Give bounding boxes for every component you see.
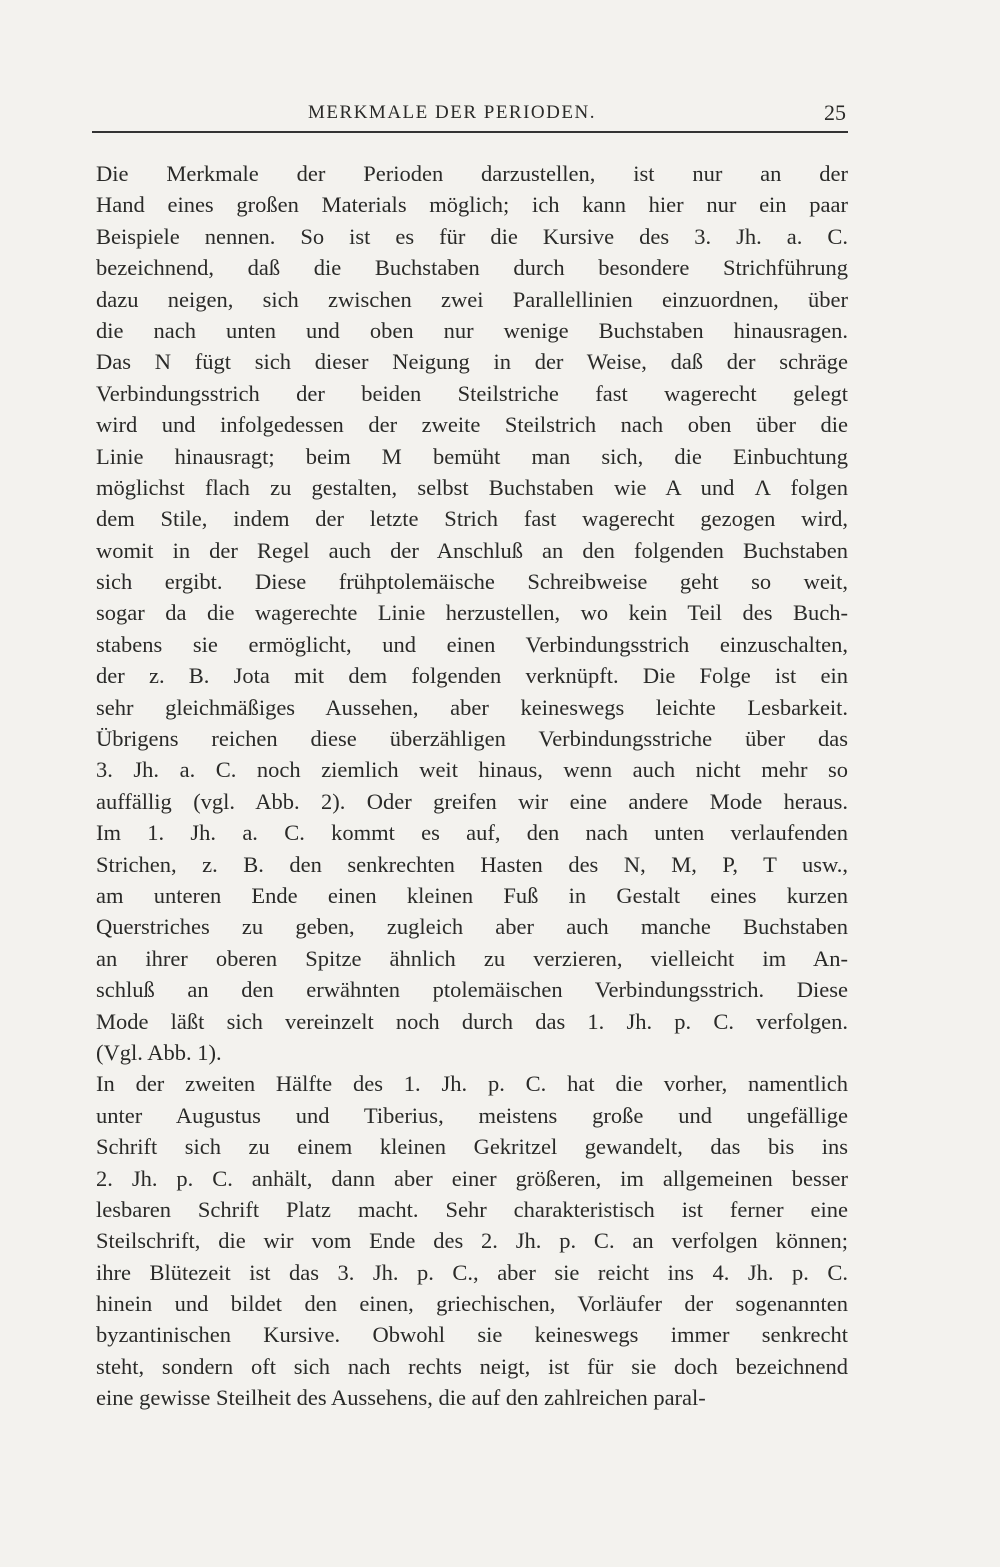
text-line: ihre Blütezeit ist das 3. Jh. p. C., aber sie reicht ins 4. Jh. p. C.: [96, 1259, 848, 1285]
text-line: dem Stile, indem der letzte Strich fast wagerecht gezogen wird,: [96, 506, 848, 532]
text-line: hinein und bildet den einen, griechischen, Vorläufer der sogenannten: [96, 1291, 848, 1317]
text-line: sogar da die wagerechte Linie herzustellen, wo kein Teil des Buch-: [96, 600, 848, 626]
text-line: Im 1. Jh. a. C. kommt es auf, den nach unten verlaufenden: [96, 820, 848, 846]
page-number: 25: [824, 100, 846, 125]
text-line: wird und infolgedessen der zweite Steilstrich nach oben über die: [96, 412, 848, 438]
text-line: Die Merkmale der Perioden darzustellen, ist nur an der: [96, 161, 848, 186]
text-line: In der zweiten Hälfte des 1. Jh. p. C. hat die vorher, namentlich: [96, 1071, 848, 1097]
running-head: [92, 100, 852, 130]
text-line: Steilschrift, die wir vom Ende des 2. Jh. p. C. an verfolgen können;: [96, 1228, 848, 1254]
text-line: unter Augustus und Tiberius, meistens große und ungefällige: [96, 1102, 848, 1128]
header-rule: [92, 131, 848, 133]
text-line: Beispiele nennen. So ist es für die Kursive des 3. Jh. a. C.: [96, 223, 848, 249]
text-line: Übrigens reichen diese überzähligen Verbindungsstriche über das: [96, 726, 848, 752]
text-line: (Vgl. Abb. 1).: [96, 1039, 222, 1065]
text-line: die nach unten und oben nur wenige Buchstaben hinausragen.: [96, 317, 848, 343]
text-line: möglichst flach zu gestalten, selbst Buchstaben wie A und Λ folgen: [96, 474, 848, 500]
text-line: dazu neigen, sich zwischen zwei Parallellinien einzuordnen, über: [96, 286, 848, 312]
text-line: Hand eines großen Materials möglich; ich kann hier nur ein paar: [96, 192, 848, 218]
text-line: am unteren Ende einen kleinen Fuß in Gestalt eines kurzen: [96, 882, 848, 908]
text-line: schluß an den erwähnten ptolemäischen Verbindungsstrich. Diese: [96, 977, 848, 1003]
text-line: sich ergibt. Diese frühptolemäische Schreibweise geht so weit,: [96, 569, 848, 595]
text-line: eine gewisse Steilheit des Aussehens, die auf den zahlreichen paral-: [96, 1385, 706, 1411]
text-line: Strichen, z. B. den senkrechten Hasten des N, M, P, T usw.,: [96, 851, 848, 877]
text-line: bezeichnend, daß die Buchstaben durch besondere Strichführung: [96, 255, 848, 281]
text-line: Das N fügt sich dieser Neigung in der Weise, daß der schräge: [96, 349, 848, 375]
text-line: Schrift sich zu einem kleinen Gekritzel gewandelt, das bis ins: [96, 1134, 848, 1160]
text-line: lesbaren Schrift Platz macht. Sehr charakteristisch ist ferner eine: [96, 1196, 848, 1222]
text-line: sehr gleichmäßiges Aussehen, aber keineswegs leichte Lesbarkeit.: [96, 694, 848, 720]
text-line: steht, sondern oft sich nach rechts neigt, ist für sie doch bezeichnend: [96, 1353, 848, 1379]
text-line: womit in der Regel auch der Anschluß an den folgenden Buchstaben: [96, 537, 848, 563]
body-text: [96, 158, 848, 1414]
text-line: an ihrer oberen Spitze ähnlich zu verzieren, vielleicht im An-: [96, 945, 848, 971]
text-line: auffällig (vgl. Abb. 2). Oder greifen wir eine andere Mode heraus.: [96, 788, 848, 814]
text-line: Querstriches zu geben, zugleich aber auch manche Buchstaben: [96, 914, 848, 940]
text-line: der z. B. Jota mit dem folgenden verknüpft. Die Folge ist ein: [96, 663, 848, 689]
text-line: Mode läßt sich vereinzelt noch durch das 1. Jh. p. C. verfolgen.: [96, 1008, 848, 1034]
running-head-title: MERKMALE DER PERIODEN.: [308, 102, 596, 123]
text-line: 2. Jh. p. C. anhält, dann aber einer größeren, im allgemeinen besser: [96, 1165, 848, 1191]
text-line: Verbindungsstrich der beiden Steilstriche fast wagerecht gelegt: [96, 380, 848, 406]
text-line: byzantinischen Kursive. Obwohl sie keineswegs immer senkrecht: [96, 1322, 848, 1348]
text-line: Linie hinausragt; beim M bemüht man sich, die Einbuchtung: [96, 443, 848, 469]
text-line: 3. Jh. a. C. noch ziemlich weit hinaus, wenn auch nicht mehr so: [96, 757, 848, 783]
text-line: stabens sie ermöglicht, und einen Verbindungsstrich einzuschalten,: [96, 631, 848, 657]
